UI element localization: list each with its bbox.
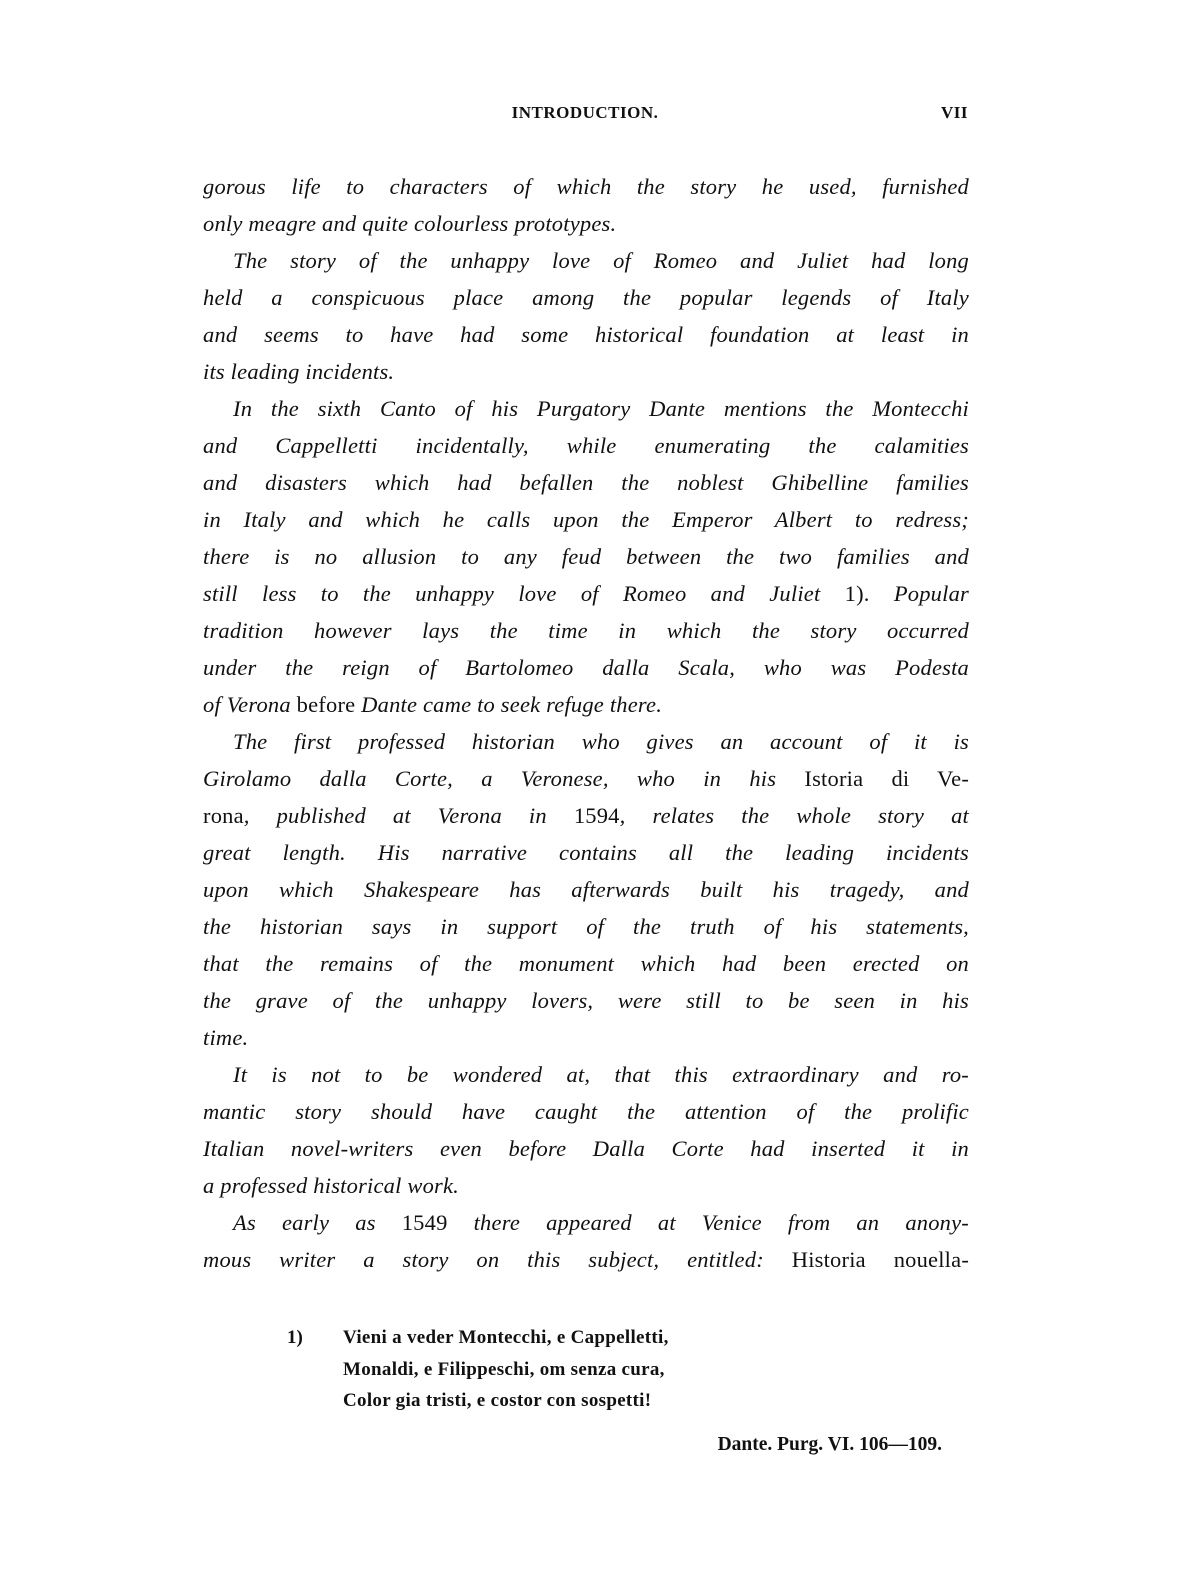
- text-line: [203, 723, 969, 760]
- text-line: [203, 797, 969, 834]
- text-line: [203, 427, 969, 464]
- footnote-marker: 1): [287, 1327, 303, 1348]
- roman-text-segment: 1594: [573, 803, 620, 828]
- text-line: [203, 612, 969, 649]
- italic-text-segment: and Cappelletti incidentally, while enumerating the calamities: [203, 433, 969, 458]
- roman-text-segment: Istoria di Ve-: [804, 766, 970, 791]
- italic-text-segment: Italian novel-writers even before Dalla Corte had inserted it in: [203, 1136, 969, 1161]
- text-line: [203, 316, 969, 353]
- text-line: [203, 760, 969, 797]
- italic-text-segment: , published at Verona in: [243, 803, 574, 828]
- italic-text-segment: of Verona: [203, 692, 297, 717]
- italic-text-segment: held a conspicuous place among the popular legends of Italy: [203, 285, 969, 310]
- italic-text-segment: the grave of the unhappy lovers, were still to be seen in his: [203, 988, 969, 1013]
- text-line: [203, 1204, 969, 1241]
- italic-text-segment: and disasters which had befallen the noblest Ghibelline families: [203, 470, 969, 495]
- italic-text-segment: still less to the unhappy love of Romeo and Juliet: [203, 581, 845, 606]
- italic-text-segment: In the sixth Canto of his Purgatory Dante mentions the Montecchi: [233, 396, 969, 421]
- text-line: [203, 1241, 969, 1278]
- roman-text-segment: rona: [203, 803, 244, 828]
- italic-text-segment: It is not to be wondered at, that this extraordinary and ro-: [233, 1062, 969, 1087]
- text-line: [203, 242, 969, 279]
- verse-line: Color gia tristi, e costor con sospetti!: [343, 1390, 652, 1411]
- text-line: [203, 353, 969, 390]
- italic-text-segment: , relates the whole story at: [619, 803, 969, 828]
- body-text: [203, 168, 969, 1278]
- text-line: [203, 686, 969, 723]
- text-line: [203, 908, 969, 945]
- footnote-attribution: Dante. Purg. VI. 106—109.: [717, 1434, 942, 1455]
- text-line: [203, 538, 969, 575]
- footnote-verse: [343, 1322, 669, 1417]
- verse-line: Monaldi, e Filippeschi, om senza cura,: [343, 1358, 665, 1380]
- roman-text-segment: 1).: [844, 581, 870, 606]
- italic-text-segment: under the reign of Bartolomeo dalla Scala, who was Podesta: [203, 655, 969, 680]
- italic-text-segment: time.: [203, 1025, 249, 1050]
- text-line: [203, 945, 969, 982]
- text-line: [203, 501, 969, 538]
- text-line: [203, 464, 969, 501]
- page-number: VII: [940, 103, 968, 122]
- text-line: [203, 1167, 969, 1204]
- italic-text-segment: there appeared at Venice from an anony-: [447, 1210, 969, 1235]
- italic-text-segment: Popular: [869, 581, 969, 606]
- italic-text-segment: The first professed historian who gives an account of it is: [233, 729, 969, 754]
- italic-text-segment: the historian says in support of the truth of his statements,: [203, 914, 969, 939]
- italic-text-segment: mantic story should have caught the attention of the prolific: [203, 1099, 969, 1124]
- italic-text-segment: Dante came to seek refuge there.: [355, 692, 663, 717]
- text-line: [203, 982, 969, 1019]
- italic-text-segment: and seems to have had some historical foundation at least in: [203, 322, 969, 347]
- roman-text-segment: before: [296, 692, 356, 717]
- text-line: [203, 871, 969, 908]
- chapter-title: INTRODUCTION.: [511, 103, 659, 122]
- roman-text-segment: 1549: [401, 1210, 448, 1235]
- text-line: [203, 1019, 969, 1056]
- italic-text-segment: great length. His narrative contains all the leading incidents: [203, 840, 969, 865]
- italic-text-segment: a professed historical work.: [203, 1173, 460, 1198]
- text-line: [203, 1093, 969, 1130]
- italic-text-segment: its leading incidents.: [203, 359, 395, 384]
- italic-text-segment: As early as: [233, 1210, 402, 1235]
- text-line: [203, 279, 969, 316]
- italic-text-segment: only meagre and quite colourless prototypes.: [203, 211, 617, 236]
- text-line: [203, 1130, 969, 1167]
- text-line: [203, 575, 969, 612]
- text-line: [203, 390, 969, 427]
- italic-text-segment: that the remains of the monument which had been erected on: [203, 951, 969, 976]
- italic-text-segment: tradition however lays the time in which the story occurred: [203, 618, 969, 643]
- italic-text-segment: in Italy and which he calls upon the Emperor Albert to redress;: [203, 507, 969, 532]
- text-line: [203, 168, 969, 205]
- text-line: [203, 205, 969, 242]
- roman-text-segment: Historia nouella-: [791, 1247, 970, 1272]
- text-line: [203, 1056, 969, 1093]
- text-line: [203, 834, 969, 871]
- italic-text-segment: The story of the unhappy love of Romeo and Juliet had long: [233, 248, 969, 273]
- text-line: [203, 649, 969, 686]
- verse-line: Vieni a veder Montecchi, e Cappelletti,: [343, 1327, 669, 1348]
- italic-text-segment: mous writer a story on this subject, entitled:: [203, 1247, 792, 1272]
- italic-text-segment: upon which Shakespeare has afterwards built his tragedy, and: [203, 877, 969, 902]
- italic-text-segment: there is no allusion to any feud between the two families and: [203, 544, 969, 569]
- running-head: [0, 103, 1191, 129]
- italic-text-segment: gorous life to characters of which the story he used, furnished: [203, 174, 969, 199]
- italic-text-segment: Girolamo dalla Corte, a Veronese, who in his: [203, 766, 805, 791]
